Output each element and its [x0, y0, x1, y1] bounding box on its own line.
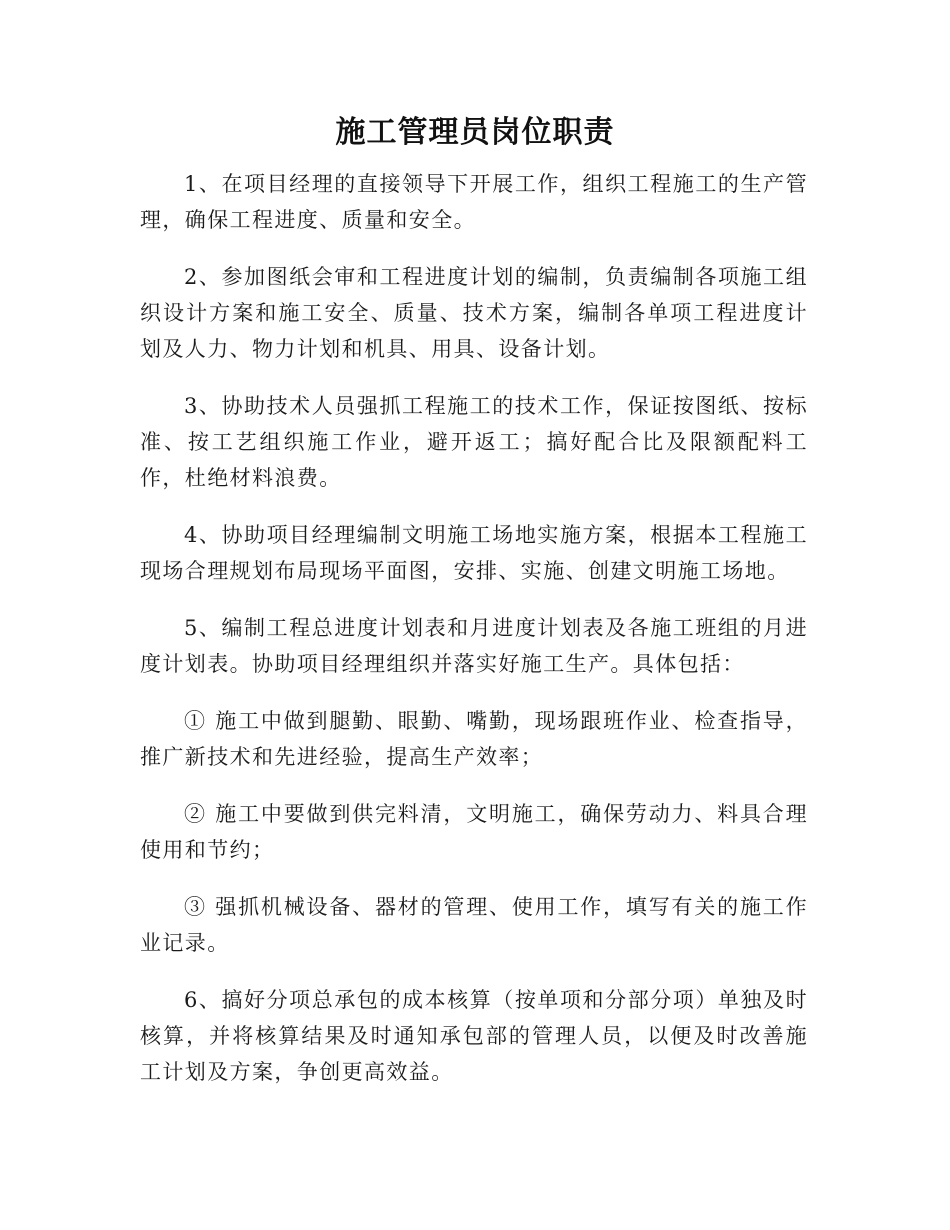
paragraph-duty-5: 5、编制工程总进度计划表和月进度计划表及各施工班组的月进度计划表。协助项目经理组织并落实好施工生产。具体包括： — [140, 616, 808, 676]
paragraph-sub-item-1: ① 施工中做到腿勤、眼勤、嘴勤，现场跟班作业、检查指导，推广新技术和先进经验，提高生产效率； — [140, 709, 808, 769]
document-title: 施工管理员岗位职责 — [335, 115, 615, 150]
document-body — [140, 166, 808, 1111]
paragraph-duty-3: 3、协助技术人员强抓工程施工的技术工作，保证按图纸、按标准、按工艺组织施工作业，避开返工；搞好配合比及限额配料工作，杜绝材料浪费。 — [140, 394, 808, 490]
paragraph-duty-6: 6、搞好分项总承包的成本核算（按单项和分部分项）单独及时核算，并将核算结果及时通知承包部的管理人员，以便及时改善施工计划及方案，争创更高效益。 — [140, 988, 808, 1084]
paragraph-duty-1: 1、在项目经理的直接领导下开展工作，组织工程施工的生产管理，确保工程进度、质量和安全。 — [140, 172, 808, 232]
paragraph-sub-item-3: ③ 强抓机械设备、器材的管理、使用工作，填写有关的施工作业记录。 — [140, 895, 808, 955]
paragraph-duty-4: 4、协助项目经理编制文明施工场地实施方案，根据本工程施工现场合理规划布局现场平面图，安排、实施、创建文明施工场地。 — [140, 523, 808, 583]
paragraph-sub-item-2: ② 施工中要做到供完料清，文明施工，确保劳动力、料具合理使用和节约； — [140, 802, 808, 862]
paragraph-duty-2: 2、参加图纸会审和工程进度计划的编制，负责编制各项施工组织设计方案和施工安全、质量、技术方案，编制各单项工程进度计划及人力、物力计划和机具、用具、设备计划。 — [140, 265, 808, 361]
